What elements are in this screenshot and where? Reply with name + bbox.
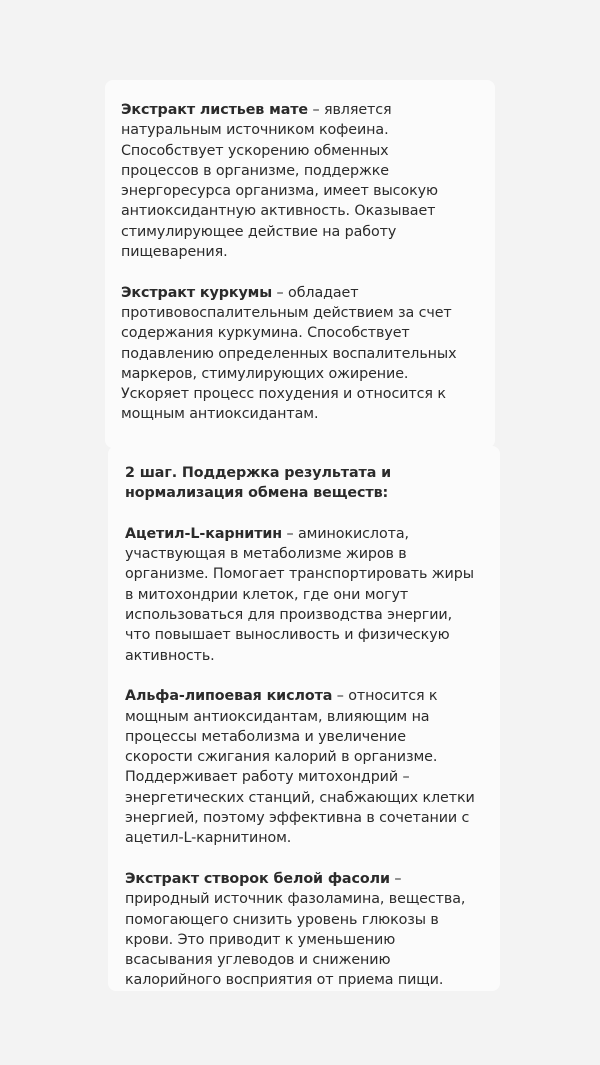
text-line: процессов в организме, поддержке xyxy=(121,162,389,179)
text-line: калорийного восприятия от приема пищи. xyxy=(125,972,444,989)
text-line: в митохондрии клеток, где они могут xyxy=(125,586,409,603)
text-line: антиоксидантную активность. Оказывает xyxy=(121,203,436,220)
text-line: процессы метаболизма и увеличение xyxy=(125,728,406,745)
white-bean-extract-paragraph xyxy=(125,869,500,991)
text-line: активность. xyxy=(125,647,215,664)
text-line: – является xyxy=(308,102,392,118)
paragraph-gap xyxy=(125,666,500,686)
text-line: энергией, поэтому эффективна в сочетании с xyxy=(125,810,470,827)
text-line: маркеров, стимулирующих ожирение. xyxy=(121,365,409,382)
mate-extract-paragraph xyxy=(121,100,495,262)
text-line: скорости сжигания калорий в организме. xyxy=(125,749,438,766)
acetyl-carnitine-paragraph xyxy=(125,524,500,666)
text-line: мощным антиоксидантам. xyxy=(121,406,319,423)
text-line: стимулирующее действие на работу xyxy=(121,223,397,240)
heading-line: нормализация обмена веществ: xyxy=(125,485,389,502)
ingredients-card-step-2 xyxy=(108,446,500,991)
text-line: содержания куркумина. Способствует xyxy=(121,325,410,342)
text-line: – аминокислота, xyxy=(282,525,409,542)
paragraph-gap xyxy=(125,849,500,869)
text-line: противовоспалительным действием за счет xyxy=(121,304,452,321)
alpha-lipoic-acid-paragraph xyxy=(125,686,500,848)
text-line: организме. Помогает транспортировать жиры xyxy=(125,566,474,583)
turmeric-extract-paragraph xyxy=(121,283,495,425)
text-line: энергетических станций, снабжающих клетки xyxy=(125,789,475,806)
ingredients-card-step-1 xyxy=(105,80,495,448)
text-line: пищеварения. xyxy=(121,244,228,261)
text-line: Способствует ускорению обменных xyxy=(121,142,389,159)
white-bean-extract-term: Экстракт створок белой фасоли xyxy=(125,870,390,887)
text-line: что повышает выносливость и физическую xyxy=(125,627,450,644)
text-line: натуральным источником кофеина. xyxy=(121,122,389,139)
step-2-heading xyxy=(125,463,500,504)
mate-extract-term: Экстракт листьев мате xyxy=(121,102,309,118)
text-line: крови. Это приводит к уменьшению xyxy=(125,931,396,948)
text-line: – относится к xyxy=(332,688,438,705)
paragraph-gap xyxy=(125,504,500,524)
text-line: всасывания углеводов и снижению xyxy=(125,952,391,969)
text-line: мощным антиоксидантам, влияющим на xyxy=(125,708,430,725)
alpha-lipoic-acid-term: Альфа-липоевая кислота xyxy=(125,688,333,705)
text-line: Поддерживает работу митохондрий – xyxy=(125,769,410,786)
text-line: подавлению определенных воспалительных xyxy=(121,345,457,362)
text-line: участвующая в метаболизме жиров в xyxy=(125,546,407,563)
text-line: природный источник фазоламина, вещества, xyxy=(125,891,466,908)
text-line: ацетил-L-карнитином. xyxy=(125,830,292,847)
paragraph-gap xyxy=(121,262,495,282)
turmeric-extract-term: Экстракт куркумы xyxy=(121,284,273,301)
text-line: Ускоряет процесс похудения и относится к xyxy=(121,386,446,403)
acetyl-carnitine-term: Ацетил-L-карнитин xyxy=(125,525,283,542)
text-line: энергоресурса организма, имеет высокую xyxy=(121,183,438,200)
text-line: использоваться для производства энергии, xyxy=(125,607,453,624)
text-line: – xyxy=(389,870,402,887)
text-line: помогающего снизить уровень глюкозы в xyxy=(125,911,439,928)
heading-line: 2 шаг. Поддержка результата и xyxy=(125,465,392,481)
text-line: – обладает xyxy=(272,284,359,301)
